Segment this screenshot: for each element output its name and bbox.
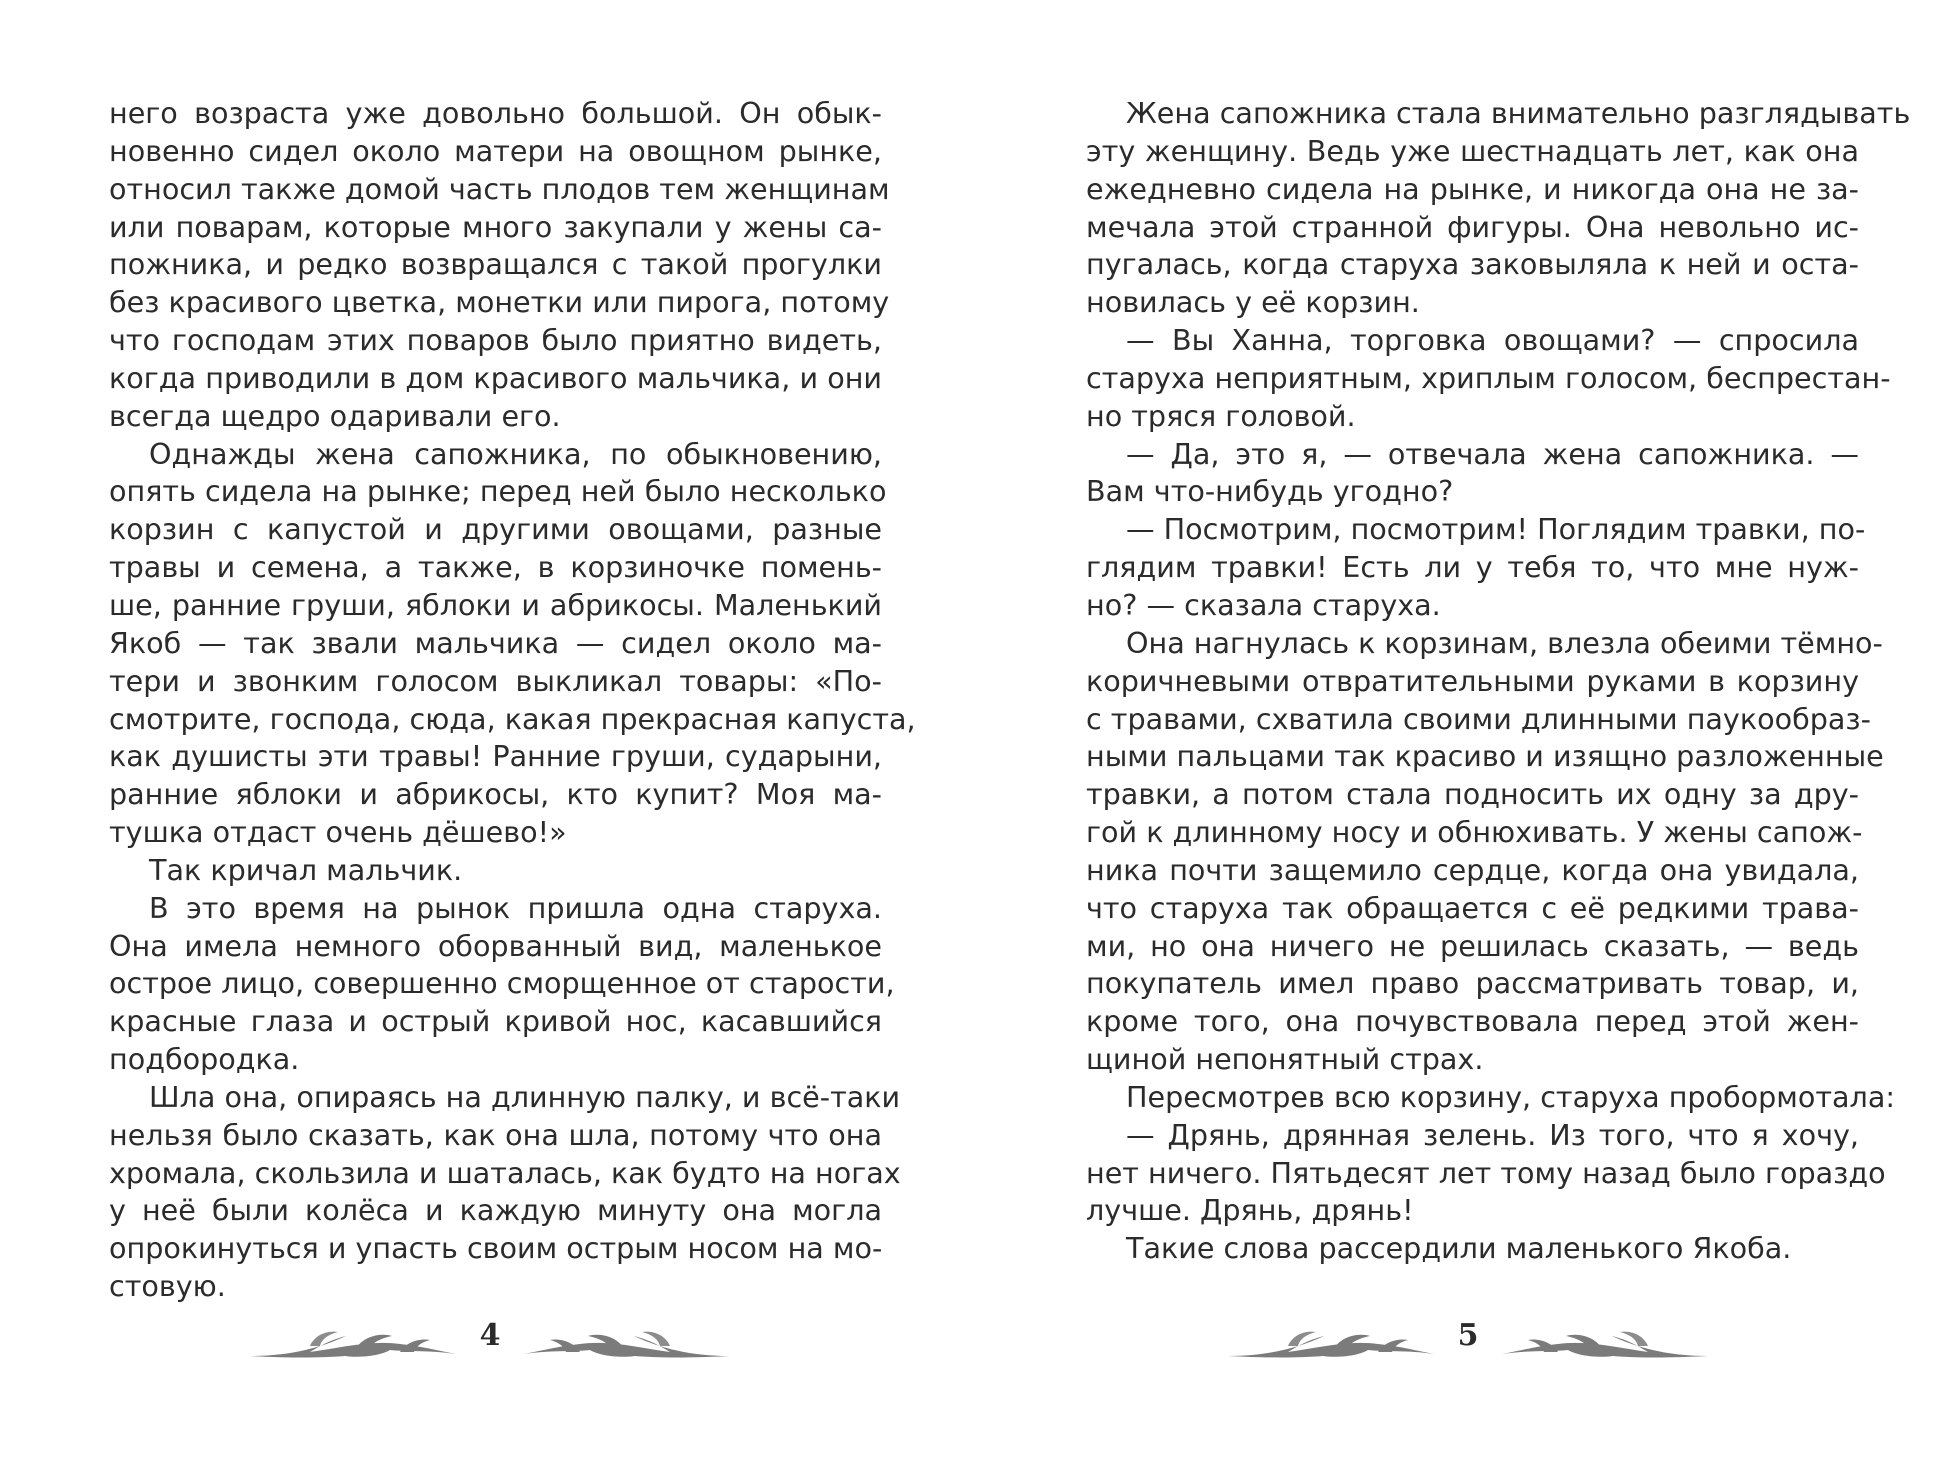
text-line: Шла она, опираясь на длинную палку, и всё-таки bbox=[149, 1079, 901, 1114]
text-line: пожника, и редко возвращался с такой прогулки bbox=[109, 247, 882, 282]
text-line: что господам этих поваров было приятно видеть, bbox=[109, 323, 882, 358]
flourish-ornament-icon bbox=[1496, 1326, 1708, 1360]
text-line: эту женщину. Ведь уже шестнадцать лет, как она bbox=[1086, 133, 1859, 168]
text-line: ше, ранние груши, яблоки и абрикосы. Маленький bbox=[109, 587, 882, 622]
text-line: — Дрянь, дрянная зелень. Из того, что я хочу, bbox=[1126, 1117, 1859, 1152]
text-line: ными пальцами так красиво и изящно разложенные bbox=[1086, 739, 1884, 774]
text-line: ежедневно сидела на рынке, и никогда она не за- bbox=[1086, 171, 1859, 206]
text-line: кроме того, она почувствовала перед этой жен- bbox=[1086, 1004, 1859, 1039]
text-line: травки, а потом стала подносить их одну за дру- bbox=[1086, 777, 1859, 812]
flourish-ornament-icon bbox=[250, 1326, 462, 1360]
text-line: подбородка. bbox=[109, 1042, 300, 1077]
text-line: лучше. Дрянь, дрянь! bbox=[1086, 1193, 1414, 1228]
text-line: Вам что-нибудь угодно? bbox=[1086, 474, 1454, 509]
text-line: всегда щедро одаривали его. bbox=[109, 398, 561, 433]
text-line: него возраста уже довольно большой. Он обык- bbox=[109, 96, 882, 130]
text-line: гой к длинному носу и обнюхивать. У жены сапож- bbox=[1086, 815, 1863, 850]
text-line: относил также домой часть плодов тем женщинам bbox=[109, 171, 890, 206]
text-line: Однажды жена сапожника, по обыкновению, bbox=[149, 436, 882, 471]
text-line: мечала этой странной фигуры. Она невольно ис- bbox=[1086, 209, 1859, 244]
page-number: 5 bbox=[1457, 1318, 1479, 1353]
text-line: у неё были колёса и каждую минуту она могла bbox=[109, 1193, 882, 1228]
text-line: стовую. bbox=[109, 1269, 226, 1304]
text-line: как душисты эти травы! Ранние груши, сударыни, bbox=[109, 739, 882, 774]
text-line: но тряся головой. bbox=[1086, 398, 1356, 433]
text-line: новилась у её корзин. bbox=[1086, 285, 1420, 320]
flourish-ornament-icon bbox=[1228, 1326, 1440, 1360]
text-line: травы и семена, а также, в корзиночке помень- bbox=[109, 550, 882, 585]
page-left-text bbox=[109, 95, 916, 1306]
text-line: Такие слова рассердили маленького Якоба. bbox=[1126, 1231, 1792, 1266]
text-line: Пересмотрев всю корзину, старуха пробормотала: bbox=[1126, 1079, 1895, 1114]
text-line: Она нагнулась к корзинам, влезла обеими тёмно- bbox=[1126, 625, 1883, 660]
text-line: Жена сапожника стала внимательно разглядывать bbox=[1126, 96, 1911, 130]
text-line: Она имела немного оборванный вид, маленькое bbox=[109, 928, 882, 963]
text-line: ника почти защемило сердце, когда она увидала, bbox=[1086, 852, 1859, 887]
text-line: корзин с капустой и другими овощами, разные bbox=[109, 512, 882, 547]
text-line: или поварам, которые много закупали у жены са- bbox=[109, 209, 882, 244]
text-line: В это время на рынок пришла одна старуха. bbox=[149, 890, 882, 925]
text-line: опять сидела на рынке; перед ней было несколько bbox=[109, 474, 887, 509]
text-line: глядим травки! Есть ли у тебя то, что мне нуж- bbox=[1086, 550, 1859, 585]
text-line: что старуха так обращается с её редкими трава- bbox=[1086, 890, 1859, 925]
text-line: покупатель имел право рассматривать товар, и, bbox=[1086, 966, 1859, 1001]
text-line: старуха неприятным, хриплым голосом, беспрестан- bbox=[1086, 360, 1891, 395]
text-line: хромала, скользила и шаталась, как будто на ногах bbox=[109, 1155, 901, 1190]
text-line: красные глаза и острый кривой нос, касавшийся bbox=[109, 1004, 882, 1039]
text-line: но? — сказала старуха. bbox=[1086, 587, 1441, 622]
text-line: тушка отдаст очень дёшево!» bbox=[109, 815, 567, 850]
page-footer-right bbox=[1228, 1318, 1708, 1368]
text-line: пугалась, когда старуха заковыляла к ней и оста- bbox=[1086, 247, 1859, 282]
flourish-ornament-icon bbox=[518, 1326, 730, 1360]
page-footer-left bbox=[250, 1318, 730, 1368]
text-line: острое лицо, совершенно сморщенное от старости, bbox=[109, 966, 895, 1001]
text-line: Так кричал мальчик. bbox=[149, 852, 463, 887]
text-line: нельзя было сказать, как она шла, потому что она bbox=[109, 1117, 882, 1152]
text-line: когда приводили в дом красивого мальчика, и они bbox=[109, 360, 882, 395]
text-line: новенно сидел около матери на овощном рынке, bbox=[109, 133, 882, 168]
page-number: 4 bbox=[479, 1318, 501, 1353]
text-line: смотрите, господа, сюда, какая прекрасная капуста, bbox=[109, 701, 916, 736]
text-line: щиной непонятный страх. bbox=[1086, 1042, 1484, 1077]
text-line: Якоб — так звали мальчика — сидел около ма- bbox=[109, 625, 882, 660]
text-line: — Вы Ханна, торговка овощами? — спросила bbox=[1126, 323, 1859, 358]
page-right-text bbox=[1086, 95, 1911, 1268]
text-line: тери и звонким голосом выкликал товары: «По- bbox=[109, 663, 882, 698]
text-line: с травами, схватила своими длинными паукообраз- bbox=[1086, 701, 1871, 736]
text-line: ми, но она ничего не решилась сказать, — ведь bbox=[1086, 928, 1859, 963]
text-line: коричневыми отвратительными руками в корзину bbox=[1086, 663, 1859, 698]
text-line: ранние яблоки и абрикосы, кто купит? Моя ма- bbox=[109, 777, 882, 812]
text-line: без красивого цветка, монетки или пирога, потому bbox=[109, 285, 890, 320]
text-line: нет ничего. Пятьдесят лет тому назад было гораздо bbox=[1086, 1155, 1886, 1190]
text-line: — Да, это я, — отвечала жена сапожника. — bbox=[1126, 436, 1859, 471]
text-line: — Посмотрим, посмотрим! Поглядим травки, по- bbox=[1126, 512, 1866, 547]
text-line: опрокинуться и упасть своим острым носом на мо- bbox=[109, 1231, 883, 1266]
